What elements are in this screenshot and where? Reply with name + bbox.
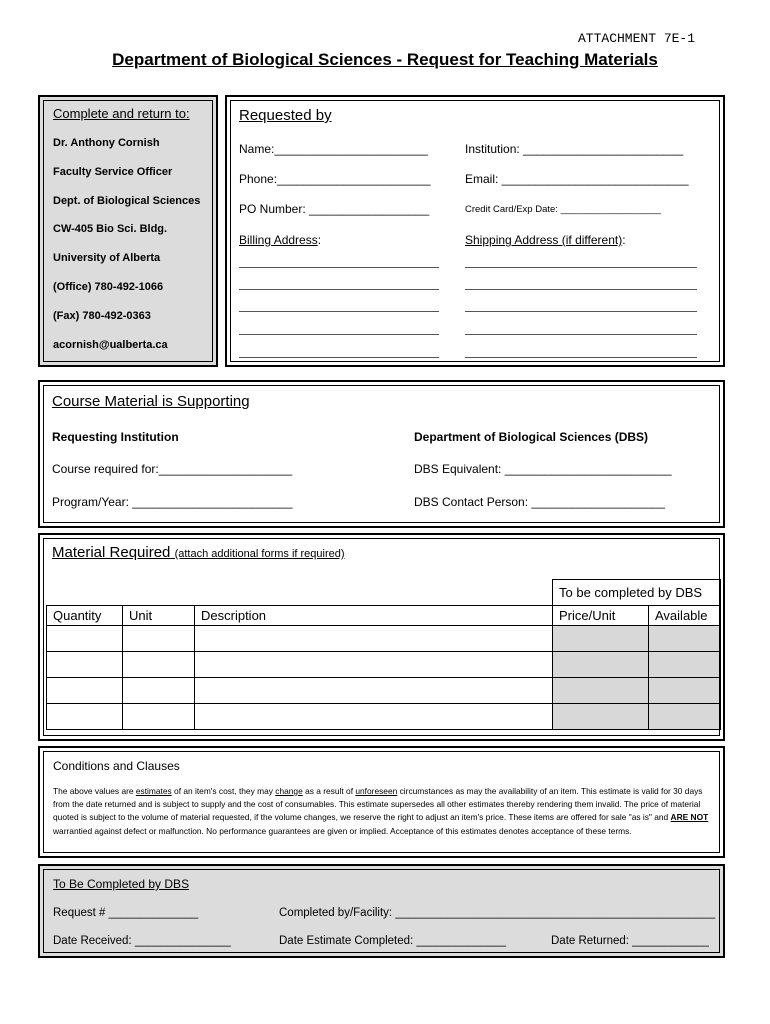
program-year-field[interactable]: Program/Year: ________________________ — [52, 495, 293, 509]
attachment-label: ATTACHMENT 7E-1 — [578, 31, 696, 46]
conditions-text-3: as a result of — [302, 786, 356, 796]
description-cell[interactable] — [195, 652, 553, 678]
completed-by-field[interactable]: Completed by/Facility: __________________________________________________ — [279, 907, 716, 919]
date-estimate-field[interactable]: Date Estimate Completed: ______________ — [279, 935, 506, 947]
conditions-text-1: The above values are — [53, 786, 136, 796]
column-quantity: Quantity — [47, 606, 123, 626]
credit-card-field[interactable]: Credit Card/Exp Date: ___________________ — [465, 204, 661, 215]
contact-fax: (Fax) 780-492-0363 — [53, 310, 151, 322]
conditions-text-5: warrantied against defect or malfunction. No performance guarantees are given or implied. Acceptance of this estimates denotes acceptance of these terms. — [53, 825, 632, 836]
course-box — [38, 380, 725, 528]
requested-by-box — [225, 95, 725, 367]
shipping-colon: : — [622, 233, 626, 247]
contact-box — [38, 95, 218, 367]
shipping-line[interactable] — [465, 334, 697, 335]
quantity-cell[interactable] — [47, 704, 123, 730]
conditions-unforeseen: unforeseen — [355, 786, 398, 796]
table-row — [47, 704, 721, 730]
column-available: Available — [649, 606, 721, 626]
shipping-line[interactable] — [465, 289, 697, 290]
material-table — [46, 579, 721, 730]
material-heading — [52, 544, 345, 561]
shipping-address-label — [465, 233, 626, 247]
contact-name: Dr. Anthony Cornish — [53, 137, 160, 149]
table-row — [47, 652, 721, 678]
quantity-cell[interactable] — [47, 652, 123, 678]
description-cell[interactable] — [195, 678, 553, 704]
request-number-field[interactable]: Request # ______________ — [53, 907, 199, 919]
quantity-cell[interactable] — [47, 678, 123, 704]
available-cell — [649, 704, 721, 730]
email-field[interactable]: Email: ____________________________ — [465, 172, 689, 186]
contact-university: University of Alberta — [53, 252, 161, 264]
unit-cell[interactable] — [123, 652, 195, 678]
billing-colon: : — [317, 233, 322, 247]
date-received-field[interactable]: Date Received: _______________ — [53, 935, 231, 947]
material-subheading: (attach additional forms if required) — [174, 548, 345, 560]
name-field[interactable]: Name:_______________________ — [239, 142, 428, 156]
conditions-text-2: of an item's cost, they may — [171, 786, 276, 796]
description-cell[interactable] — [195, 704, 553, 730]
available-cell — [649, 652, 721, 678]
phone-field[interactable]: Phone:_______________________ — [239, 172, 431, 186]
contact-building: CW-405 Bio Sci. Bldg. — [53, 223, 168, 235]
billing-line[interactable] — [239, 267, 439, 268]
price-cell — [553, 704, 649, 730]
table-row — [47, 626, 721, 652]
po-number-field[interactable]: PO Number: __________________ — [239, 202, 430, 216]
billing-address-label — [239, 233, 321, 247]
dbs-equivalent-field[interactable]: DBS Equivalent: _________________________ — [414, 462, 672, 476]
price-cell — [553, 678, 649, 704]
shipping-line[interactable] — [465, 267, 697, 268]
material-box — [38, 533, 725, 741]
dbs-contact-field[interactable]: DBS Contact Person: ____________________ — [414, 495, 665, 509]
material-heading-text: Material Required — [52, 544, 171, 561]
billing-address-text: Billing Address — [239, 233, 318, 247]
dbs-completion-note: To be completed by DBS — [553, 580, 721, 606]
shipping-line[interactable] — [465, 311, 697, 312]
unit-cell[interactable] — [123, 626, 195, 652]
contact-dept: Dept. of Biological Sciences — [53, 195, 201, 207]
requesting-institution-heading: Requesting Institution — [52, 430, 179, 444]
course-heading: Course Material is Supporting — [52, 393, 250, 410]
dbs-completion-box — [38, 864, 725, 958]
billing-line[interactable] — [239, 289, 439, 290]
conditions-estimates: estimates — [135, 786, 172, 796]
institution-field[interactable]: Institution: ________________________ — [465, 142, 684, 156]
description-cell[interactable] — [195, 626, 553, 652]
course-required-field[interactable]: Course required for:____________________ — [52, 462, 293, 476]
contact-heading: Complete and return to: — [53, 106, 190, 121]
page-title: Department of Biological Sciences - Request for Teaching Materials — [112, 50, 658, 69]
shipping-line[interactable] — [465, 357, 697, 358]
date-returned-field[interactable]: Date Returned: ____________ — [551, 935, 709, 947]
unit-cell[interactable] — [123, 678, 195, 704]
requested-by-heading: Requested by — [239, 107, 332, 124]
billing-line[interactable] — [239, 334, 439, 335]
contact-email: acornish@ualberta.ca — [53, 339, 168, 351]
conditions-box — [38, 746, 725, 858]
column-unit: Unit — [123, 606, 195, 626]
conditions-heading: Conditions and Clauses — [53, 759, 180, 773]
conditions-change: change — [275, 786, 303, 796]
conditions-are-not: ARE NOT — [670, 812, 709, 823]
dbs-heading: Department of Biological Sciences (DBS) — [414, 430, 649, 444]
conditions-text-4: circumstances as may the availability of an item. This estimate is valid for 30 days from the date returned and is subject to supply and the cost of consumables. This estimate supersedes all other estimates thereby rendering them invalid. The price of material quoted is subject to the volume of material requested, if the volume changes, we reserve the right to adjust an item's price. These items are offered for sale "as is" and — [53, 786, 703, 823]
price-cell — [553, 652, 649, 678]
contact-office-phone: (Office) 780-492-1066 — [53, 281, 164, 293]
billing-line[interactable] — [239, 311, 439, 312]
unit-cell[interactable] — [123, 704, 195, 730]
quantity-cell[interactable] — [47, 626, 123, 652]
contact-position: Faculty Service Officer — [53, 166, 173, 178]
column-price-unit: Price/Unit — [553, 606, 649, 626]
billing-line[interactable] — [239, 357, 439, 358]
price-cell — [553, 626, 649, 652]
shipping-address-text: Shipping Address (if different) — [465, 233, 623, 247]
table-row — [47, 678, 721, 704]
conditions-text — [53, 785, 713, 838]
dbs-completion-heading: To Be Completed by DBS — [53, 877, 190, 891]
available-cell — [649, 678, 721, 704]
column-description: Description — [195, 606, 553, 626]
available-cell — [649, 626, 721, 652]
